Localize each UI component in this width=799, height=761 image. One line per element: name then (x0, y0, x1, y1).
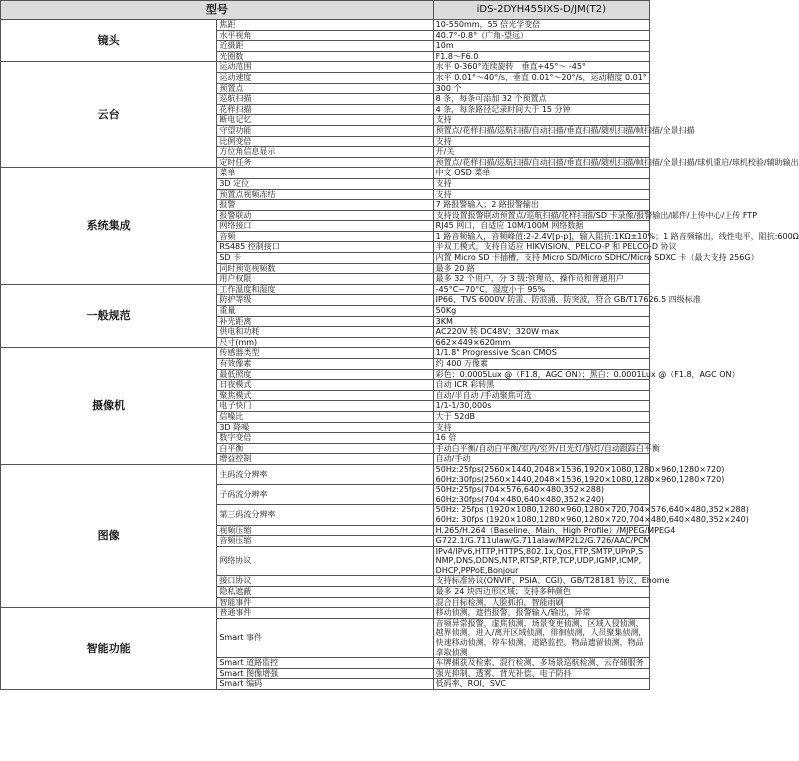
section-title: 图像 (1, 464, 217, 607)
spec-key: 报警联动 (217, 210, 433, 221)
spec-value: 内置 Micro SD 卡插槽，支持 Micro SD/Micro SDHC/Micro SDXC 卡（最大支持 256G） (433, 253, 649, 264)
spec-value: 662×449×620mm (433, 337, 649, 348)
spec-value: 彩色：0.0005Lux @（F1.8，AGC ON）；黑白：0.0001Lux @（F1.8，AGC ON） (433, 369, 649, 380)
spec-key: 智能事件 (217, 597, 433, 608)
spec-key: 重量 (217, 306, 433, 317)
spec-key: 接口协议 (217, 576, 433, 587)
spec-key: 主码流分辨率 (217, 464, 433, 484)
spec-key: 运动范围 (217, 62, 433, 73)
spec-value: 预置点/花样扫描/巡航扫描/自动扫描/垂直扫描/随机扫描/帧扫描/全景扫描/球机重启/球机校验/辅助输出 (433, 157, 649, 168)
spec-key: 定时任务 (217, 157, 433, 168)
spec-key: Smart 编码 (217, 679, 433, 690)
section-title: 云台 (1, 62, 217, 168)
spec-value: 移动侦测，遮挡报警，报警输入/输出，异常 (433, 608, 649, 619)
section-title: 系统集成 (1, 168, 217, 285)
spec-value: 支持设置报警联动预置点/巡航扫描/花样扫描/SD 卡录像/报警输出/邮件/上传中心/上传 FTP (433, 210, 649, 221)
spec-value: 7 路报警输入；2 路报警输出 (433, 200, 649, 211)
spec-key: 用户权限 (217, 274, 433, 285)
spec-value: 支持 (433, 115, 649, 126)
spec-value: 强光抑制、透雾、背光补偿、电子防抖 (433, 668, 649, 679)
spec-value: 支持 (433, 422, 649, 433)
spec-key: 断电记忆 (217, 115, 433, 126)
spec-value: G722.1/G.711ulaw/G.711alaw/MP2L2/G.726/AAC/PCM (433, 536, 649, 547)
spec-key: 补光距离 (217, 316, 433, 327)
spec-value: 1/1-1/30,000s (433, 401, 649, 412)
spec-value: 车牌捕获及检索、混行检测、多场景巡航检测、云存储服务 (433, 658, 649, 669)
spec-key: Smart 事件 (217, 618, 433, 657)
spec-value: 8 条，每条可添加 32 个预置点 (433, 94, 649, 105)
spec-key: 网络接口 (217, 221, 433, 232)
spec-key: 光圈数 (217, 51, 433, 62)
spec-row (1, 62, 650, 73)
spec-key: 数字变倍 (217, 433, 433, 444)
spec-value: 开/关 (433, 147, 649, 158)
spec-key: 信噪比 (217, 411, 433, 422)
spec-key: Smart 图像增强 (217, 668, 433, 679)
spec-value: H.265/H.264（Baseline、Main、High Profile）/MJPEG/MPEG4 (433, 525, 649, 536)
spec-key: 传感器类型 (217, 348, 433, 359)
spec-value: 4 条，每条路径记录时间大于 15 分钟 (433, 104, 649, 115)
spec-value: 1 路音频输入，音频峰值:2-2.4V[p-p]，输入阻抗:1KΩ±10%；1 路音频输出，线性电平，阻抗:600Ω (433, 231, 649, 242)
spec-value: 50Hz:25fps(2560×1440,2048×1536,1920×1080,1280×960,1280×720) 60Hz:30fps(2560×1440,2048×1536,1920×1080,1280×960,1280×720) (433, 464, 649, 484)
spec-row (1, 284, 650, 295)
spec-key: SD 卡 (217, 253, 433, 264)
spec-key: 音频 (217, 231, 433, 242)
spec-value: RJ45 网口，自适应 10M/100M 网络数据 (433, 221, 649, 232)
spec-key: 焦距 (217, 20, 433, 31)
spec-value: 最多 24 块四边形区域；支持多种颜色 (433, 587, 649, 598)
spec-key: 水平视角 (217, 30, 433, 41)
spec-key: 日夜模式 (217, 380, 433, 391)
spec-key: 尺寸(mm) (217, 337, 433, 348)
spec-value: 最多 20 路 (433, 263, 649, 274)
spec-key: 方位角信息显示 (217, 147, 433, 158)
spec-key: 电子快门 (217, 401, 433, 412)
spec-value: 支持 (433, 136, 649, 147)
spec-value: -45°C~70°C，湿度小于 95% (433, 284, 649, 295)
model-value: iDS-2DYH455IXS-D/JM(T2) (433, 1, 649, 20)
spec-key: RS485 控制接口 (217, 242, 433, 253)
spec-key: 子码流分辨率 (217, 485, 433, 505)
spec-value: 水平 0-360°连续旋转 垂直+45°～ -45° (433, 62, 649, 73)
spec-key: 同时预览视频数 (217, 263, 433, 274)
spec-value: 支持 (433, 189, 649, 200)
spec-value: F1.8～F6.0 (433, 51, 649, 62)
spec-key: 普通事件 (217, 608, 433, 619)
spec-value: 低码率、ROI、SVC (433, 679, 649, 690)
spec-value: 大于 52dB (433, 411, 649, 422)
spec-value: IPv4/IPv6,HTTP,HTTPS,802.1x,Qos,FTP,SMTP,UPnP,SNMP,DNS,DDNS,NTP,RTSP,RTP,TCP,UDP,IGMP,ICMP,DHCP,PPPoE,Bonjour (433, 546, 649, 576)
spec-key: 巡航扫描 (217, 94, 433, 105)
spec-table-body (1, 1, 799, 690)
spec-value: IP66、TVS 6000V 防雷、防浪涌、防突波，符合 GB/T17626.5 四级标准 (433, 295, 649, 306)
spec-key: 菜单 (217, 168, 433, 179)
header-row (1, 1, 650, 20)
spec-key: 预置点 (217, 83, 433, 94)
spec-row (1, 348, 650, 359)
spec-key: 增益控制 (217, 454, 433, 465)
section-title: 智能功能 (1, 608, 217, 690)
spec-value: AC220V 转 DC48V；320W max (433, 327, 649, 338)
spec-key: 供电和功耗 (217, 327, 433, 338)
spec-key: 近摄距 (217, 41, 433, 52)
spec-key: 守望功能 (217, 125, 433, 136)
spec-key: 花样扫描 (217, 104, 433, 115)
spec-key: 报警 (217, 200, 433, 211)
spec-row (1, 20, 650, 31)
spec-value: 300 个 (433, 83, 649, 94)
spec-key: 运动速度 (217, 72, 433, 83)
spec-value: 最多 32 个用户，分 3 级:管理员、操作员和普通用户 (433, 274, 649, 285)
spec-key: 3D 降噪 (217, 422, 433, 433)
spec-value: 1/1.8" Progressive Scan CMOS (433, 348, 649, 359)
spec-key: 防护等级 (217, 295, 433, 306)
spec-value: 10-550mm，55 倍光学变倍 (433, 20, 649, 31)
spec-key: Smart 道路监控 (217, 658, 433, 669)
spec-value: 混合目标检测，人脸抓拍，智能雨刷 (433, 597, 649, 608)
spec-row (1, 464, 650, 484)
model-label: 型号 (1, 1, 434, 20)
spec-key: 隐私遮蔽 (217, 587, 433, 598)
section-title: 镜头 (1, 20, 217, 62)
spec-value: 中文 OSD 菜单 (433, 168, 649, 179)
spec-value: 40.7°-0.8°（广角-望远） (433, 30, 649, 41)
spec-value: 半双工模式，支持自适应 HIKVISION、PELCO-P 和 PELCO-D 协议 (433, 242, 649, 253)
spec-key: 有效像素 (217, 359, 433, 370)
spec-key: 第三码流分辨率 (217, 505, 433, 525)
spec-value: 10m (433, 41, 649, 52)
section-title: 一般规范 (1, 284, 217, 348)
spec-value: 支持 (433, 178, 649, 189)
spec-value: 支持标准协议(ONVIF、PSIA、CGI)、GB/T28181 协议、Ehome (433, 576, 649, 587)
spec-key: 工作温度和湿度 (217, 284, 433, 295)
spec-value: 手动白平衡/自动白平衡/室内/室外/日光灯/钠灯/自动跟踪白平衡 (433, 443, 649, 454)
spec-value: 50Hz:25fps(704×576,640×480,352×288) 60Hz:30fps(704×480,640×480,352×240) (433, 485, 649, 505)
spec-value: 预置点/花样扫描/巡航扫描/自动扫描/垂直扫描/随机扫描/帧扫描/全景扫描 (433, 125, 649, 136)
spec-value: 50Kg (433, 306, 649, 317)
spec-key: 聚焦模式 (217, 390, 433, 401)
spec-row (1, 608, 650, 619)
spec-key: 音频压缩 (217, 536, 433, 547)
spec-key: 3D 定位 (217, 178, 433, 189)
spec-value: 约 400 万像素 (433, 359, 649, 370)
spec-key: 最低照度 (217, 369, 433, 380)
spec-value: 自动 ICR 彩转黑 (433, 380, 649, 391)
spec-key: 比例变倍 (217, 136, 433, 147)
spec-value: 16 倍 (433, 433, 649, 444)
spec-value: 自动/半自动 /手动聚焦可选 (433, 390, 649, 401)
spec-key: 视频压缩 (217, 525, 433, 536)
spec-value: 3KM (433, 316, 649, 327)
spec-value: 音频异常报警，虚焦侦测，场景变更侦测，区域入侵侦测，越界侦测，进入/离开区域侦测，徘徊侦测，人员聚集侦测，快速移动侦测，停车侦测，道路监控，物品遗留侦测，物品拿取侦测 (433, 618, 649, 657)
spec-key: 网络协议 (217, 546, 433, 576)
spec-value: 水平 0.01°～40°/s，垂直 0.01°～20°/s，运动精度 0.01° (433, 72, 649, 83)
spec-key: 白平衡 (217, 443, 433, 454)
spec-row (1, 168, 650, 179)
section-title: 摄像机 (1, 348, 217, 465)
spec-key: 预置点视频冻结 (217, 189, 433, 200)
spec-value: 50Hz: 25fps (1920×1080,1280×960,1280×720,704×576,640×480,352×288) 60Hz: 30fps (1920×1080,1280×960,1280×720,704×480,640×480,352×240) (433, 505, 649, 525)
spec-value: 自动/手动 (433, 454, 649, 465)
